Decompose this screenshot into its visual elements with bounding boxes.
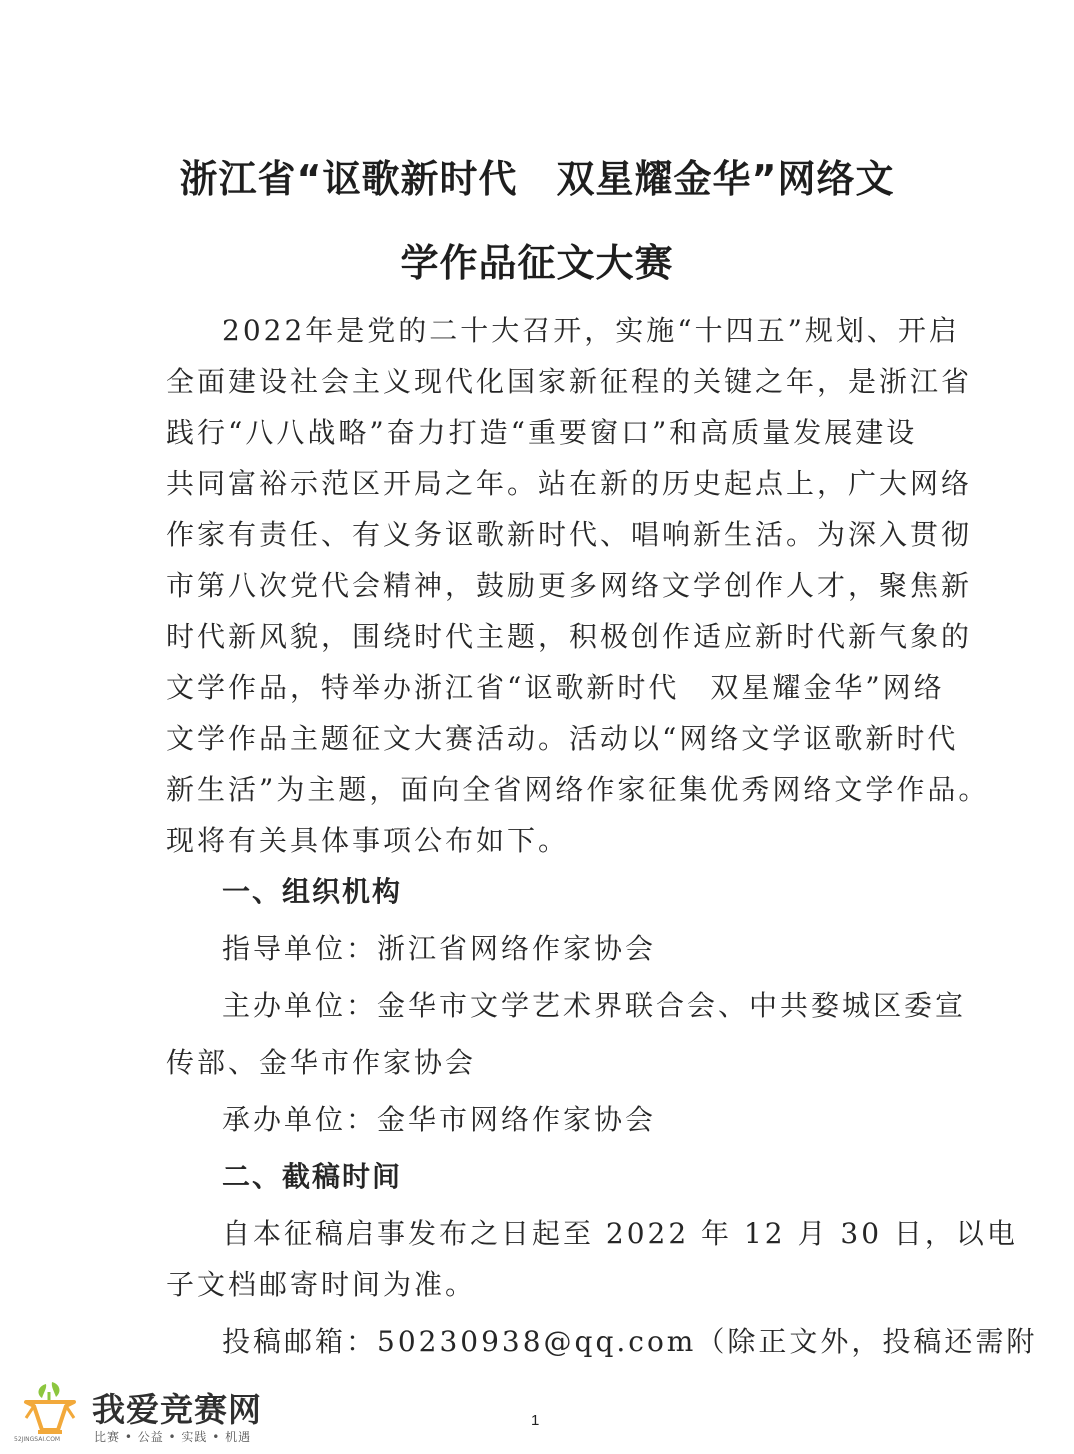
submission-email-line: 投稿邮箱：50230938@qq.com（除正文外，投稿还需附 bbox=[222, 1325, 1038, 1358]
paragraph-line: 文学作品主题征文大赛活动。活动以“网络文学讴歌新时代 bbox=[166, 722, 959, 755]
section-heading-deadline: 二、截稿时间 bbox=[222, 1160, 403, 1193]
organizer-unit-line: 承办单位：金华市网络作家协会 bbox=[222, 1103, 657, 1136]
paragraph-line: 时代新风貌，围绕时代主题，积极创作适应新时代新气象的 bbox=[166, 620, 973, 653]
document-title-line-1: 浙江省“讴歌新时代 双星耀金华”网络文 bbox=[179, 157, 895, 201]
watermark-subtitle: 比赛 • 公益 • 实践 • 机遇 bbox=[94, 1430, 252, 1444]
deadline-line-cont: 子文档邮寄时间为准。 bbox=[166, 1268, 477, 1301]
paragraph-line: 践行“八八战略”奋力打造“重要窗口”和高质量发展建设 bbox=[166, 416, 918, 449]
paragraph-line: 市第八次党代会精神，鼓励更多网络文学创作人才，聚焦新 bbox=[166, 569, 973, 602]
paragraph-line: 全面建设社会主义现代化国家新征程的关键之年，是浙江省 bbox=[166, 365, 973, 398]
paragraph-line: 现将有关具体事项公布如下。 bbox=[166, 824, 570, 857]
guiding-unit-line: 指导单位：浙江省网络作家协会 bbox=[222, 932, 657, 965]
deadline-line: 自本征稿启事发布之日起至 2022 年 12 月 30 日，以电 bbox=[222, 1217, 1018, 1250]
paragraph-line: 作家有责任、有义务讴歌新时代、唱响新生活。为深入贯彻 bbox=[166, 518, 973, 551]
page-number: 1 bbox=[531, 1412, 540, 1429]
watermark-logo bbox=[12, 1380, 262, 1448]
document-title-line-2: 学作品征文大赛 bbox=[400, 241, 674, 285]
host-unit-line: 主办单位：金华市文学艺术界联合会、中共婺城区委宣 bbox=[222, 989, 967, 1022]
paragraph-line: 2022年是党的二十大召开，实施“十四五”规划、开启 bbox=[222, 314, 960, 347]
watermark-title: 我爱竞赛网 bbox=[92, 1390, 262, 1429]
paragraph-line: 共同富裕示范区开局之年。站在新的历史起点上，广大网络 bbox=[166, 467, 973, 500]
watermark-url: 52JINGSAI.COM bbox=[14, 1436, 61, 1443]
paragraph-line: 新生活”为主题，面向全省网络作家征集优秀网络文学作品。 bbox=[166, 773, 990, 806]
section-heading-organization: 一、组织机构 bbox=[222, 875, 403, 908]
paragraph-line: 文学作品，特举办浙江省“讴歌新时代 双星耀金华”网络 bbox=[166, 671, 945, 704]
host-unit-line-cont: 传部、金华市作家协会 bbox=[166, 1046, 477, 1079]
